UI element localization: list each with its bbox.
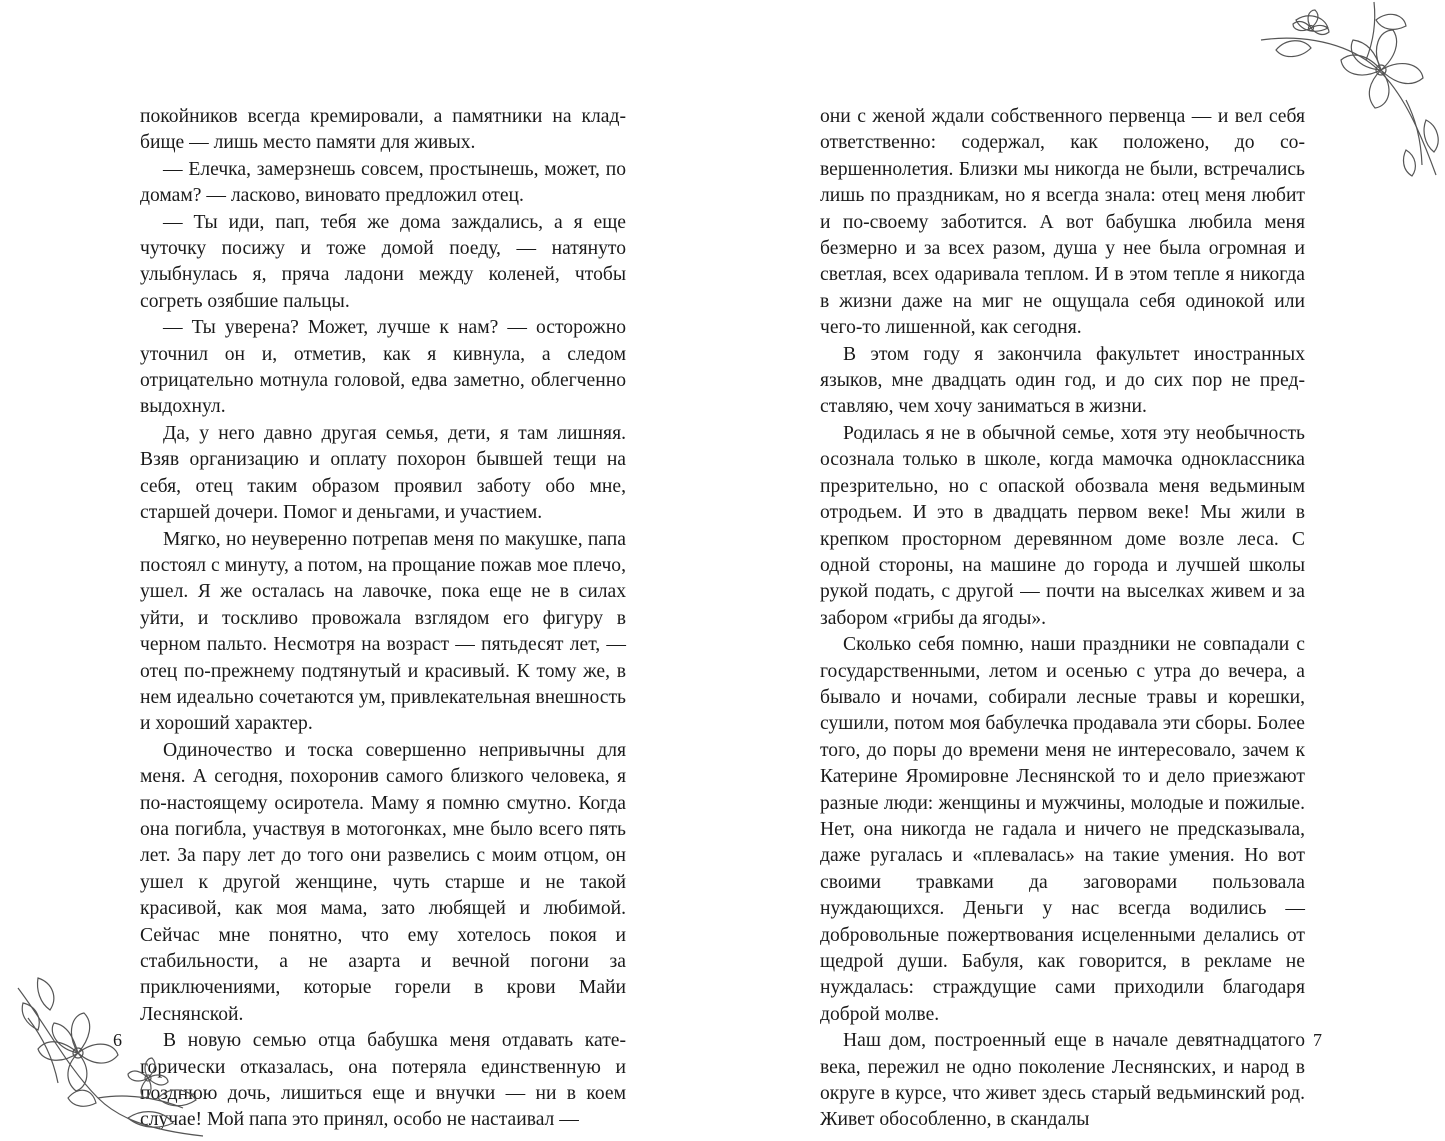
paragraph: Сколько себя помню, наши праздники не совпадали с государственными, летом и осенью с утра до вечера, а бывало и ночами, собирали лесные травы и корешки, сушили, потом моя бабулечка продавала эти сборы. Более того, до поры до времени меня не интересовало, зачем к Катерине Яромировне Леснянской то и дело приезжают разные люди: женщины и мужчины, молодые и пожилые. Нет, она никогда не гадала и ничего не предсказывала, даже ругалась и «плевалась» на такие умения. Но вот своими травками да заговорами пользовала нуждающихся. Деньги у нас всегда водились — добровольные пожертвования исцеленными делались от щедрой души. Бабуля, как говорится, в рекламе не нуждалась: страждущие сами приходили благодаря доброй молве. xyxy=(820,634,1305,1025)
paragraph: Мягко, но неуверенно потрепав меня по макушке, папа постоял с минуту, а потом, на прощание пожав мое плечо, ушел. Я же осталась на лавочке, пока еще не в силах уйти, и тоскливо провожала взглядом его фигуру в черном пальто. Несмотря на возраст — пятьдесят лет, — отец по-прежнему подтянутый и красивый. К тому же, в нем идеально сочетаются ум, привлекательная внешность и хороший характер. xyxy=(140,528,626,735)
left-page-text xyxy=(140,104,626,1134)
paragraph: В этом году я закончила факультет иностранных языков, мне двадцать один год, и до сих пор не представляю, чем хочу заниматься в жизни. xyxy=(820,343,1305,418)
paragraph: — Елечка, замерзнешь совсем, простынешь, может, по домам? — ласково, виновато предложил отец. xyxy=(140,158,626,207)
paragraph: — Ты уверена? Может, лучше к нам? — осторожно уточнил он и, отметив, как я кивнула, а следом отрицательно мотнула головой, едва заметно, облегченно выдохнул. xyxy=(140,317,626,418)
paragraph: Наш дом, построенный еще в начале девятнадцатого века, пережил не одно поколение Леснянских, и народ в округе в курсе, что живет здесь старый ведьминский род. Живет обособленно, в скандалы xyxy=(820,1030,1305,1131)
right-page xyxy=(723,0,1445,1141)
paragraph: они с женой ждали собственного первенца — и вел себя ответственно: содержал, как положено, до совершеннолетия. Близки мы никогда не были, встречались лишь по праздникам, но я всегда знала: отец меня любит и по-своему заботится. А вот бабушка любила меня безмерно и за всех разом, душа у нее была огромная и светлая, всех одаривала теплом. И в этом тепле я никогда в жизни даже на миг не ощущала себя одинокой или чего-то лишенной, как сегодня. xyxy=(820,106,1305,339)
floral-corner-icon xyxy=(8,958,208,1141)
paragraph: Одиночество и тоска совершенно непривычны для меня. А сегодня, похоронив самого близкого человека, я по-настоящему осиротела. Маму я помню смутно. Когда она погибла, участвуя в мотогонках, мне было всего пять лет. За пару лет до того они развелись с моим отцом, он ушел к другой женщине, чуть старше и не такой красивой, как моя мама, зато любящей и любимой. Сейчас мне понятно, что ему хотелось покоя и стабильности, а не азарта и вечной погони за приключениями, которые горели в крови Майи Леснянской. xyxy=(140,739,626,1025)
page-number: 6 xyxy=(113,1030,122,1050)
left-page xyxy=(0,0,722,1141)
right-page-text xyxy=(820,104,1305,1134)
paragraph: — Ты иди, пап, тебя же дома заждались, а я еще чуточку посижу и тоже домой поеду, — натянуто улыбнулась я, пряча ладони между коленей, чтобы согреть озябшие пальцы. xyxy=(140,211,626,312)
floral-corner-icon xyxy=(1256,0,1445,180)
page-number: 7 xyxy=(1313,1030,1322,1050)
paragraph: Родилась я не в обычной семье, хотя эту необычность осознала только в школе, когда мамочка одноклассника презрительно, но с опаской обозвала меня ведьминым отродьем. И это в двадцать первом веке! Мы жили в крепком просторном деревянном доме возле леса. С одной стороны, на машине до города и лучшей школы рукой подать, с другой — почти на выселках живем и за забором «грибы да ягоды». xyxy=(820,422,1305,629)
paragraph: покойников всегда кремировали, а памятники на кладбище — лишь место памяти для живых. xyxy=(140,106,626,154)
paragraph: В новую семью отца бабушка меня отдавать категорически отказалась, она потеряла единственную и позднюю дочь, лишиться еще и внучки — ни в коем случае! Мой папа это принял, особо не настаивал — xyxy=(140,1030,626,1131)
paragraph: Да, у него давно другая семья, дети, я там лишняя. Взяв организацию и оплату похорон бывшей тещи на себя, отец таким образом проявил заботу обо мне, старшей дочери. Помог и деньгами, и участием. xyxy=(140,422,626,524)
